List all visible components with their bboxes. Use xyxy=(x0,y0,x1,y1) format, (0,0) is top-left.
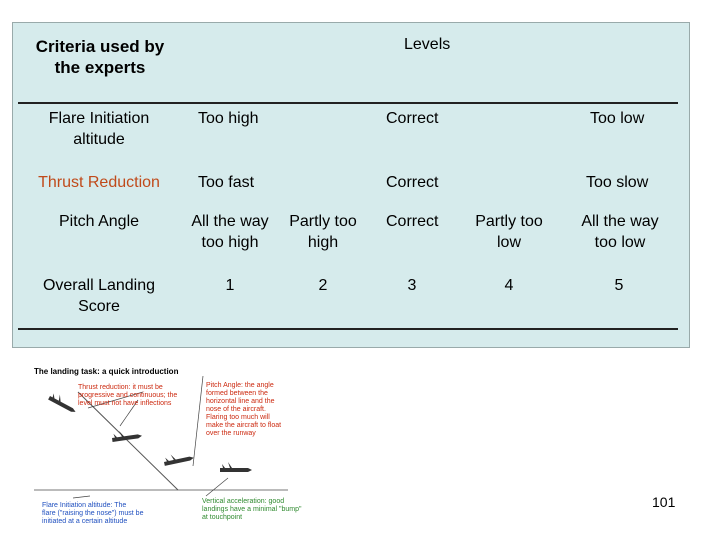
pitch-line xyxy=(193,376,203,466)
pitch-all-too-high-line2: too high xyxy=(201,234,259,251)
flare-note-line: Flare Initiation altitude: The xyxy=(42,502,127,509)
pitch-all-too-low xyxy=(572,211,668,253)
pitch-all-too-low-line2: too low xyxy=(594,234,646,251)
pitch-all-too-high xyxy=(184,211,276,253)
pitch-partly-too-low xyxy=(466,211,552,253)
flare-correct: Correct xyxy=(386,110,439,127)
thrust-note-line: level must not have inflections xyxy=(78,400,172,407)
vertical-note-line: Vertical acceleration: good xyxy=(202,498,285,505)
score-value: 2 xyxy=(318,277,328,294)
thrust-too-slow: Too slow xyxy=(586,174,649,191)
aircraft-icon xyxy=(48,391,79,414)
pitch-all-too-high-line1: All the way xyxy=(191,213,269,230)
pitch-partly-too-low-line1: Partly too xyxy=(475,213,543,230)
vertical-note xyxy=(202,498,302,522)
score-value: 4 xyxy=(504,277,514,294)
row-label-score-line2: Score xyxy=(78,298,120,315)
pitch-partly-too-high-line2: high xyxy=(307,234,339,251)
aircraft-icon xyxy=(163,450,194,466)
landing-task-figure xyxy=(28,356,318,532)
footer-rule xyxy=(18,328,678,330)
criteria-header-line2: the experts xyxy=(54,58,146,77)
row-label-flare xyxy=(22,108,176,150)
aircraft-icon xyxy=(220,462,252,472)
criteria-header xyxy=(22,36,178,78)
aircraft-icon xyxy=(111,428,142,442)
row-label-score-line1: Overall Landing xyxy=(42,277,156,294)
thrust-note xyxy=(78,384,177,408)
flare-note-line: flare ("raising the nose") must be xyxy=(42,510,144,517)
arrow-line xyxy=(73,496,90,498)
page-number: 101 xyxy=(652,494,676,510)
pitch-all-too-low-line1: All the way xyxy=(581,213,659,230)
pitch-note-line: over the runway xyxy=(206,430,256,437)
pitch-note-line: formed between the xyxy=(206,390,268,397)
thrust-correct: Correct xyxy=(386,174,439,191)
pitch-note-line: make the aircraft to float xyxy=(206,422,282,429)
pitch-correct: Correct xyxy=(386,213,439,230)
flare-note xyxy=(42,502,143,526)
score-value: 3 xyxy=(407,277,417,294)
pitch-partly-too-high xyxy=(282,211,364,253)
thrust-too-fast: Too fast xyxy=(198,174,255,191)
row-label-pitch: Pitch Angle xyxy=(58,213,140,230)
figure-title: The landing task: a quick introduction xyxy=(34,367,179,376)
pitch-note-line: Pitch Angle: the angle xyxy=(206,382,274,389)
pitch-note xyxy=(206,382,281,438)
pitch-partly-too-high-line1: Partly too xyxy=(289,213,357,230)
score-value: 1 xyxy=(225,277,235,294)
header-rule xyxy=(18,102,678,104)
flare-too-high: Too high xyxy=(198,110,259,127)
score-value: 5 xyxy=(614,277,624,294)
vertical-note-line: landings have a minimal "bump" xyxy=(202,506,302,513)
flare-too-low: Too low xyxy=(590,110,645,127)
row-label-flare-line1: Flare Initiation xyxy=(48,110,150,127)
thrust-note-line: Thrust reduction: it must be xyxy=(78,384,163,391)
arrow-line xyxy=(206,478,228,496)
pitch-note-line: horizontal line and the xyxy=(206,398,275,405)
criteria-header-line1: Criteria used by xyxy=(35,37,165,56)
row-label-thrust: Thrust Reduction xyxy=(38,174,160,191)
row-label-score xyxy=(22,275,176,317)
thrust-note-line: progressive and continuous; the xyxy=(78,392,178,399)
levels-header: Levels xyxy=(404,36,451,53)
pitch-note-line: Flaring too much will xyxy=(206,414,270,421)
flare-note-line: initiated at a certain altitude xyxy=(42,518,128,525)
vertical-note-line: at touchpoint xyxy=(202,514,243,521)
pitch-note-line: nose of the aircraft. xyxy=(206,406,266,413)
pitch-partly-too-low-line2: low xyxy=(496,234,521,251)
row-label-flare-line2: altitude xyxy=(73,131,125,148)
